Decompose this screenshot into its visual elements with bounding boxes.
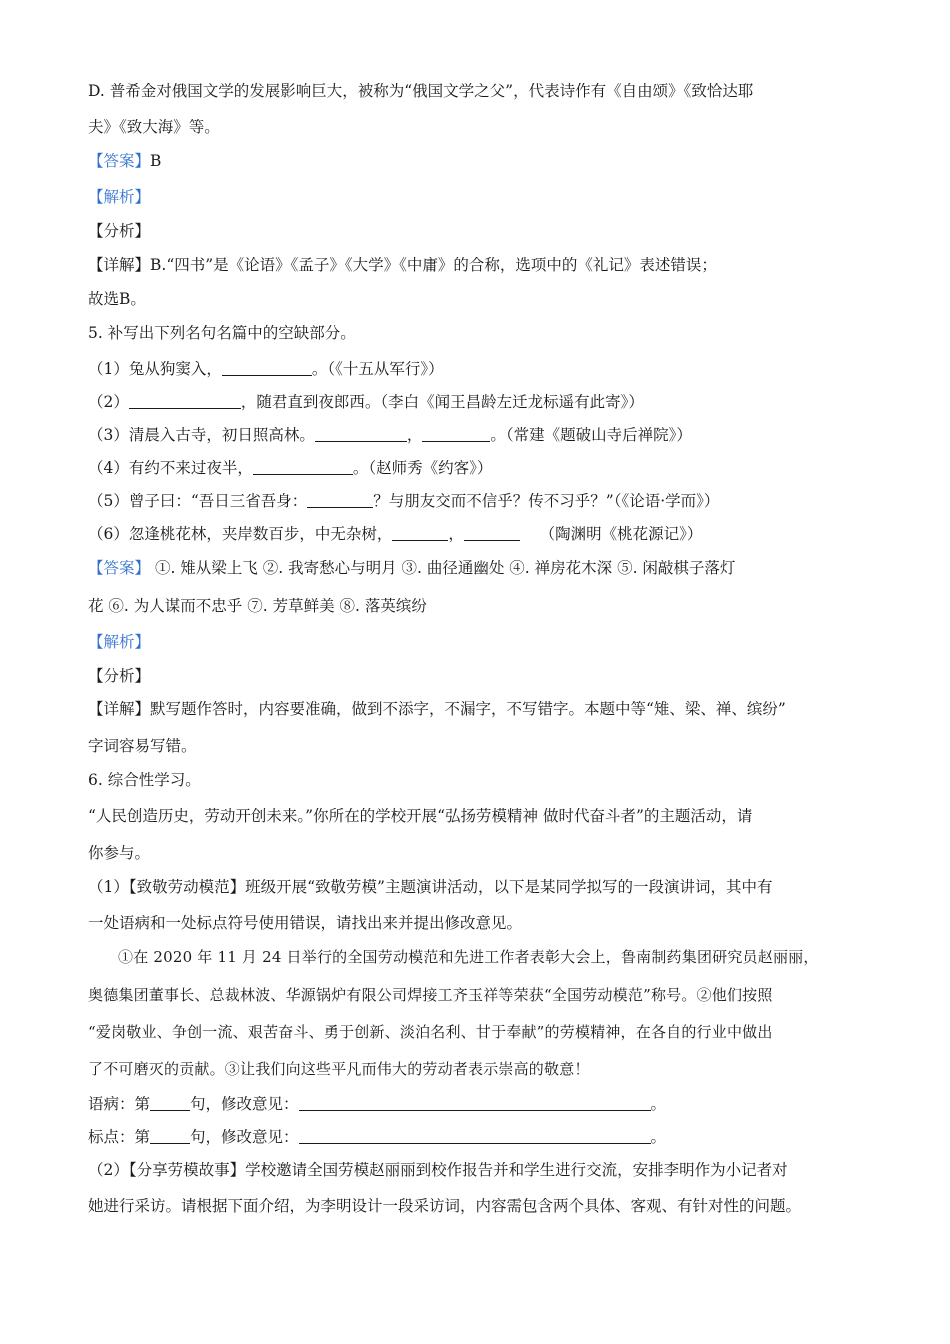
fill-blank bbox=[464, 524, 520, 541]
q5-item-6-text-b: ， bbox=[448, 525, 464, 543]
answer-tag: 【答案】 bbox=[88, 559, 151, 577]
q5-item-2 bbox=[88, 391, 644, 413]
q6-part2-line-2: 她进行采访。请根据下面介绍，为李明设计一段采访词，内容需包含两个具体、客观、有针对性的问题。 bbox=[88, 1197, 802, 1215]
answer-value: B bbox=[150, 152, 162, 170]
q5-item-2-text-b: ，随君直到夜郎西。（李白《闻王昌龄左迁龙标遥有此寄》） bbox=[240, 393, 644, 411]
sentence-number-blank bbox=[150, 1127, 190, 1144]
speech-passage-line-2: 奥德集团董事长、总裁林波、华源锅炉有限公司焊接工齐玉祥等荣获“全国劳动模范”称号。②他们按照 bbox=[88, 986, 773, 1004]
q6-part2-line-1: （2）【分享劳模故事】学校邀请全国劳模赵丽丽到校作报告并和学生进行交流，安排李明作为小记者对 bbox=[88, 1161, 788, 1179]
q5-item-6-text-c: （陶渊明《桃花源记》） bbox=[539, 525, 703, 543]
answer-line-q4 bbox=[88, 150, 161, 172]
question-5-title: 5. 补写出下列名句名篇中的空缺部分。 bbox=[88, 324, 356, 342]
fill-blank bbox=[422, 425, 490, 442]
q5-item-3 bbox=[88, 424, 692, 446]
q6-part1-line-1: （1）【致敬劳动模范】班级开展“致敬劳模”主题演讲活动，以下是某同学拟写的一段演讲词，其中有 bbox=[88, 878, 773, 896]
fill-blank bbox=[253, 458, 353, 475]
q5-item-4-text-a: （4）有约不来过夜半， bbox=[88, 459, 253, 477]
q5-item-3-text-c: 。（常建《题破山寺后禅院》） bbox=[490, 426, 692, 444]
period: 。 bbox=[650, 1095, 667, 1113]
option-d-line-2: 夫》《致大海》等。 bbox=[88, 118, 220, 136]
q6-part1-line-2: 一处语病和一处标点符号使用错误，请找出来并提出修改意见。 bbox=[88, 914, 523, 932]
q5-item-5-text-a: （5）曾子曰：“吾日三省吾身： bbox=[88, 492, 308, 510]
answer-values: ①. 雉从梁上飞 ②. 我寄愁心与明月 ③. 曲径通幽处 ④. 禅房花木深 ⑤. 闲敲棋子落灯 bbox=[150, 559, 736, 577]
q5-item-2-text-a: （2） bbox=[88, 393, 129, 411]
sentence-number-blank bbox=[150, 1094, 190, 1111]
period: 。 bbox=[650, 1128, 667, 1146]
q5-item-4 bbox=[88, 457, 492, 479]
q6-intro-1: “人民创造历史，劳动开创未来。”你所在的学校开展“弘扬劳模精神 做时代奋斗者”的主题活动，请 bbox=[88, 807, 753, 825]
fill-blank bbox=[315, 425, 407, 442]
grammar-suggestion-label: 句，修改意见： bbox=[190, 1095, 299, 1113]
speech-passage-line-1: ①在 2020 年 11 月 24 日举行的全国劳动模范和先进工作者表彰大会上，鲁南制药集团研究员赵丽丽， bbox=[118, 948, 819, 966]
q5-item-4-text-b: 。（赵师秀《约客》） bbox=[352, 459, 493, 477]
punctuation-label: 标点：第 bbox=[88, 1128, 151, 1146]
option-d-line-1: D. 普希金对俄国文学的发展影响巨大，被称为“俄国文学之父”，代表诗作有《自由颂》《致恰达耶 bbox=[88, 82, 754, 100]
analysis-tag: 【解析】 bbox=[88, 633, 151, 651]
speech-passage-line-4: 了不可磨灭的贡献。③让我们向这些平凡而伟大的劳动者表示崇高的敬意！ bbox=[88, 1060, 590, 1078]
q5-item-5-text-b: ？与朋友交而不信乎？传不习乎？”（《论语·学而》） bbox=[373, 492, 720, 510]
grammar-error-answer-line bbox=[88, 1093, 666, 1115]
punctuation-suggestion-label: 句，修改意见： bbox=[190, 1128, 299, 1146]
q5-item-1-text-b: 。（《十五从军行》） bbox=[311, 360, 444, 378]
speech-passage-line-3: “爱岗敬业、争创一流、艰苦奋斗、勇于创新、淡泊名利、甘于奉献”的劳模精神，在各自的行业中做出 bbox=[88, 1023, 773, 1041]
analysis-tag-q4 bbox=[88, 186, 150, 208]
question-6-title: 6. 综合性学习。 bbox=[88, 771, 201, 789]
fill-blank bbox=[307, 491, 373, 508]
fill-blank bbox=[222, 359, 312, 376]
detail-line-q5-cont: 字词容易写错。 bbox=[88, 737, 197, 755]
answer-line-q5-cont: 花 ⑥. 为人谋而不忠乎 ⑦. 芳草鲜美 ⑧. 落英缤纷 bbox=[88, 597, 427, 615]
q5-item-1 bbox=[88, 358, 444, 380]
q6-intro-2: 你参与。 bbox=[88, 844, 151, 862]
suggestion-blank bbox=[299, 1127, 651, 1144]
analysis-tag: 【解析】 bbox=[88, 188, 151, 206]
analysis-tag-q5 bbox=[88, 631, 150, 653]
grammar-label: 语病：第 bbox=[88, 1095, 151, 1113]
fill-blank bbox=[129, 392, 241, 409]
fenxi-line-q4: 【分析】 bbox=[88, 222, 151, 240]
q5-item-3-text-a: （3）清晨入古寺，初日照高林。 bbox=[88, 426, 315, 444]
conclusion-line-q4: 故选B。 bbox=[88, 290, 146, 308]
answer-tag: 【答案】 bbox=[88, 152, 151, 170]
answer-line-q5 bbox=[88, 557, 735, 579]
fill-blank bbox=[392, 524, 448, 541]
detail-line-q4: 【详解】B.“四书”是《论语》《孟子》《大学》《中庸》的合称，选项中的《礼记》表述错误； bbox=[88, 256, 717, 274]
q5-item-3-text-b: ， bbox=[406, 426, 423, 444]
q5-item-1-text-a: （1）兔从狗窦入， bbox=[88, 360, 222, 378]
q5-item-5 bbox=[88, 490, 719, 512]
detail-line-q5: 【详解】默写题作答时，内容要准确，做到不添字，不漏字，不写错字。本题中等“雉、梁、禅、缤纷” bbox=[88, 700, 786, 718]
q5-item-6 bbox=[88, 523, 702, 545]
punctuation-error-answer-line bbox=[88, 1126, 666, 1148]
fenxi-line-q5: 【分析】 bbox=[88, 667, 151, 685]
suggestion-blank bbox=[299, 1094, 651, 1111]
q5-item-6-text-a: （6）忽逢桃花林，夹岸数百步，中无杂树， bbox=[88, 525, 393, 543]
